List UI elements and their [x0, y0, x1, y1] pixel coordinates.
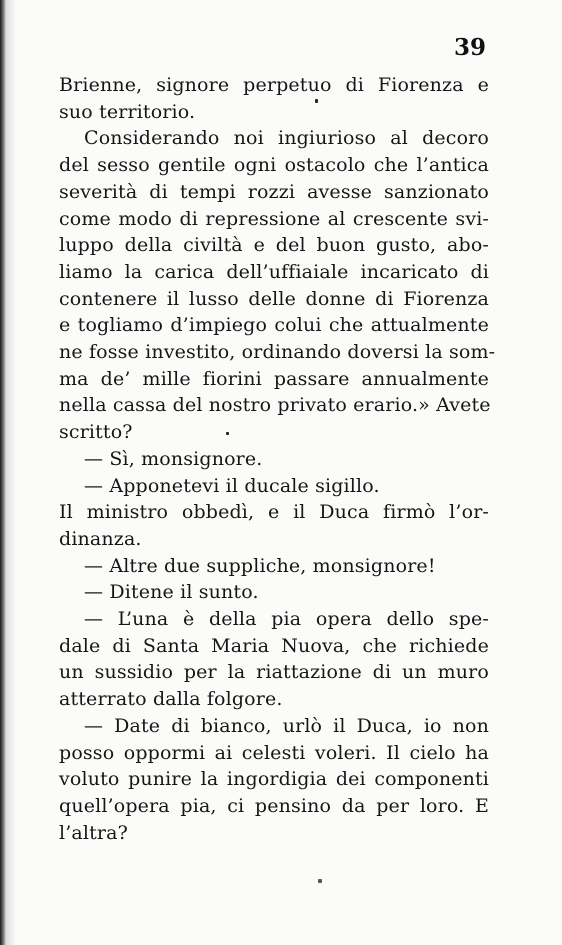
- text-line: posso oppormi ai celesti voleri. Il cielo ha: [59, 741, 489, 764]
- text-line: dale di Santa Maria Nuova, che richiede: [59, 634, 489, 657]
- text-line: suo territorio.: [59, 100, 196, 123]
- text-line: — L’una è della pia opera dello spe-: [84, 608, 489, 631]
- text-line: — Ditene il sunto.: [84, 581, 259, 604]
- text-line: — Apponetevi il ducale sigillo.: [84, 474, 380, 497]
- text-line: e togliamo d’impiego colui che attualmente: [59, 314, 489, 337]
- text-line: Brienne, signore perpetuo di Fiorenza e: [59, 74, 489, 96]
- text-line: un sussidio per la riattazione di un muro: [59, 661, 489, 684]
- text-line: ma de’ mille fiorini passare annualmente: [59, 367, 489, 390]
- text-line: ne fosse investito, ordinando doversi la som-: [59, 341, 496, 364]
- text-line: l’altra?: [59, 821, 128, 844]
- text-line: — Altre due suppliche, monsignore!: [84, 554, 436, 577]
- gutter-shadow: [6, 0, 16, 945]
- text-line: — Sì, monsignore.: [84, 447, 263, 470]
- text-line: del sesso gentile ogni ostacolo che l’antica: [59, 154, 489, 177]
- ink-speck: [318, 879, 322, 883]
- text-line: dinanza.: [59, 527, 142, 550]
- body-text: [59, 72, 496, 846]
- text-line: severità di tempi rozzi avesse sanzionato: [59, 180, 489, 203]
- text-line: come modo di repressione al crescente svi-: [59, 207, 489, 230]
- text-line: nella cassa del nostro privato erario.» Avete: [59, 394, 491, 417]
- text-line: voluto punire la ingordigia dei componenti: [59, 768, 489, 791]
- text-line: quell’opera pia, ci pensino da per loro. E: [59, 794, 489, 817]
- text-line: Il ministro obbedì, e il Duca firmò l’or-: [59, 501, 489, 524]
- page-number: 39: [453, 34, 486, 61]
- text-line: liamo la carica dell’uffiaiale incaricato di: [59, 260, 489, 283]
- text-line: contenere il lusso delle donne di Fiorenza: [59, 287, 489, 310]
- text-line: Considerando noi ingiurioso al decoro: [84, 127, 489, 150]
- ink-speck: [315, 99, 318, 103]
- text-line: atterrato dalla folgore.: [59, 688, 283, 711]
- ink-speck: [226, 432, 229, 435]
- text-line: luppo della civiltà e del buon gusto, abo-: [59, 234, 489, 257]
- text-line: — Date di bianco, urlò il Duca, io non: [84, 714, 489, 737]
- text-line: scritto?: [59, 421, 133, 444]
